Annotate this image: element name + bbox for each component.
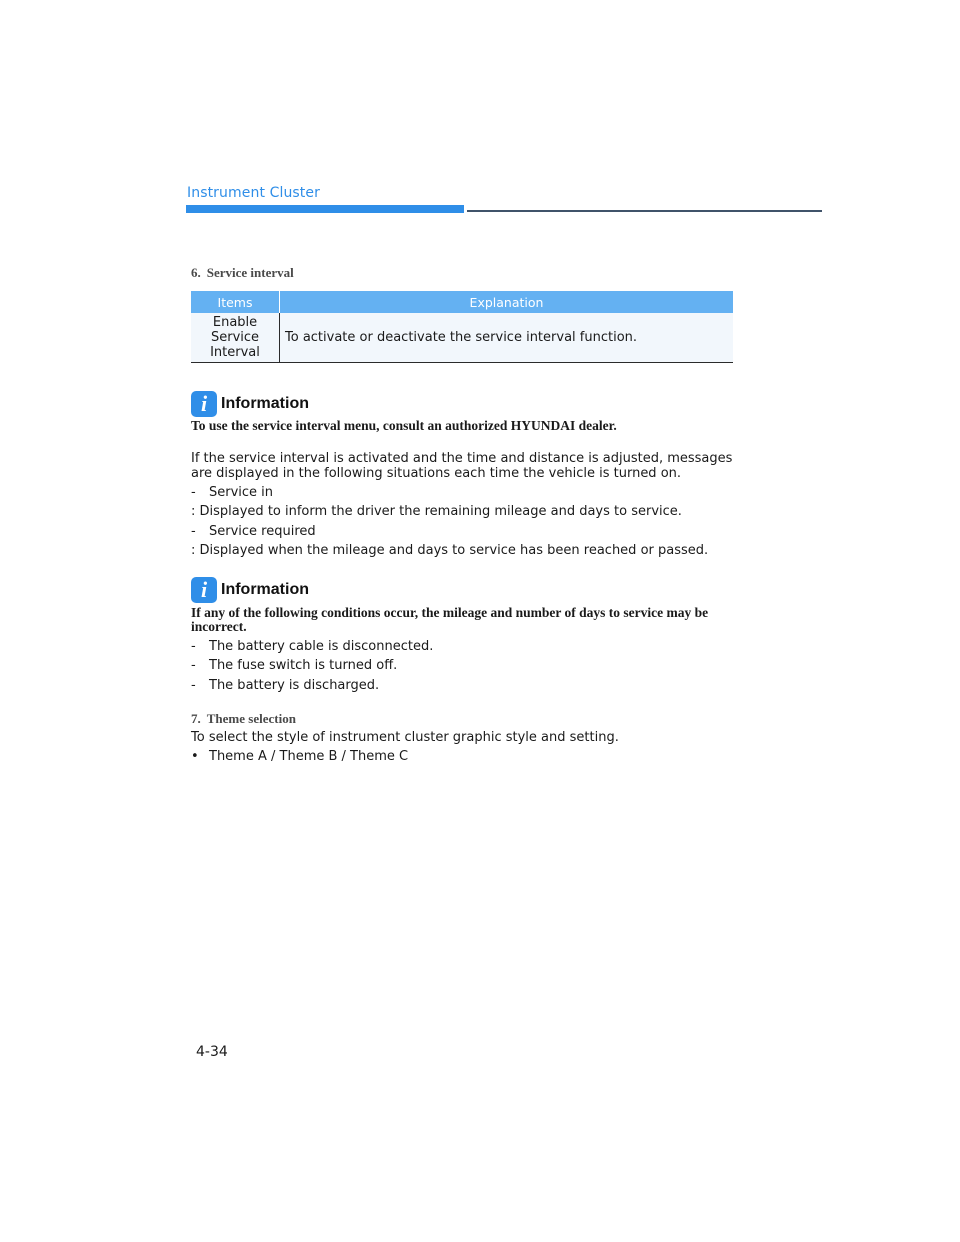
bullet-marker: • xyxy=(191,749,199,764)
info-1-text: To use the service interval menu, consult an authorized HYUNDAI dealer. xyxy=(191,418,617,433)
info-icon: i xyxy=(191,577,217,603)
list-item-text: Theme A / Theme B / Theme C xyxy=(209,749,409,764)
list-item-text: The battery cable is disconnected. xyxy=(209,639,434,654)
info-1-title: Information xyxy=(221,395,309,412)
dash-marker: - xyxy=(191,658,196,673)
info-2-title: Information xyxy=(221,581,309,598)
list-item-text: The battery is discharged. xyxy=(209,678,380,693)
list-item-text: The fuse switch is turned off. xyxy=(209,658,398,673)
service-required-description: : Displayed when the mileage and days to service has been reached or passed. xyxy=(191,543,709,558)
section-7-heading xyxy=(191,711,296,727)
table-cell-item xyxy=(191,313,280,363)
info-2-text: If any of the following conditions occur, the mileage and number of days to service may be incorrect. xyxy=(191,605,709,634)
header-rule-accent xyxy=(186,205,464,213)
section-7-title: Theme selection xyxy=(206,711,296,726)
service-interval-paragraph: If the service interval is activated and the time and distance is adjusted, messages are displayed in the following situations each time the vehicle is turned on. xyxy=(191,451,733,481)
info-2-heading xyxy=(191,577,309,603)
list-item xyxy=(191,485,273,500)
section-6-heading xyxy=(191,265,294,281)
item-line: Enable xyxy=(212,315,258,330)
item-line: Interval xyxy=(210,345,260,360)
dash-marker: - xyxy=(191,485,196,500)
dash-marker: - xyxy=(191,678,196,693)
list-item-text: Service required xyxy=(209,524,316,539)
list-item xyxy=(191,749,408,764)
header-title: Instrument Cluster xyxy=(187,185,320,201)
info-icon: i xyxy=(191,391,217,417)
list-item xyxy=(191,524,316,539)
list-item xyxy=(191,678,379,693)
table-header-row xyxy=(191,291,733,313)
service-interval-table xyxy=(191,291,733,363)
table-header-explanation: Explanation xyxy=(280,291,734,313)
section-7-number: 7. xyxy=(191,711,201,726)
service-in-description: : Displayed to inform the driver the remaining mileage and days to service. xyxy=(191,504,682,519)
table-header-items: Items xyxy=(191,291,280,313)
theme-selection-paragraph: To select the style of instrument cluster graphic style and setting. xyxy=(191,730,619,745)
header-rule xyxy=(467,210,822,212)
list-item-text: Service in xyxy=(209,485,274,500)
section-6-title: Service interval xyxy=(206,265,294,280)
dash-marker: - xyxy=(191,639,196,654)
info-1-heading xyxy=(191,391,309,417)
list-item xyxy=(191,639,433,654)
item-line: Service xyxy=(210,330,260,345)
table-cell-explanation: To activate or deactivate the service interval function. xyxy=(280,313,734,363)
dash-marker: - xyxy=(191,524,196,539)
section-6-number: 6. xyxy=(191,265,201,280)
page-number: 4-34 xyxy=(196,1044,228,1060)
list-item xyxy=(191,658,397,673)
table-row xyxy=(191,313,733,363)
